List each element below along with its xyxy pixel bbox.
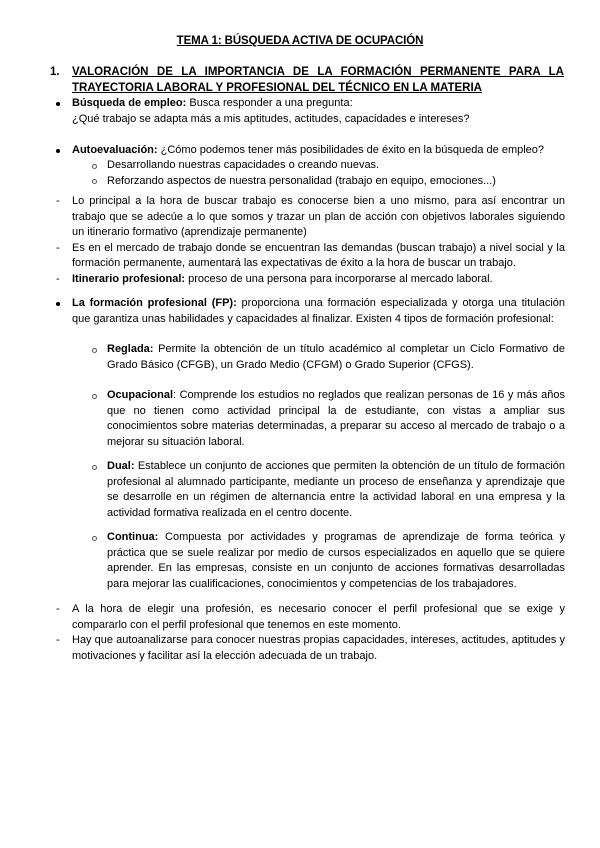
- fp-types: [55, 459, 565, 521]
- sub-item-text: Reforzando aspectos de nuestra personalidad (trabajo en equipo, emociones...): [107, 174, 496, 187]
- circle-bullet-icon: [92, 536, 97, 541]
- fp-types: [55, 388, 565, 450]
- fp-section: [55, 296, 565, 327]
- bullet-autoevaluacion: [55, 143, 565, 159]
- fp-type-continua: [55, 530, 565, 592]
- fp-type-dual: [55, 459, 565, 521]
- section-number: 1.: [50, 66, 60, 78]
- section-heading: [50, 64, 564, 96]
- fp-type-label: Ocupacional: [107, 389, 174, 401]
- bullet-fp: [55, 296, 565, 327]
- busqueda-label: Búsqueda de empleo:: [72, 97, 187, 109]
- page-title: TEMA 1: BÚSQUEDA ACTIVA DE OCUPACIÓN: [176, 35, 424, 47]
- dash-item-text: proceso de una persona para incorporarse al mercado laboral.: [185, 272, 493, 285]
- fp-type-text: Permite la obtención de un título académico al completar un Ciclo Formativo de Grado Básico (CFGB), un Grado Medio (CFGM) o Grado Superior (CFGS).: [107, 343, 565, 371]
- dash-item: [55, 602, 565, 633]
- sub-item-text: Desarrollando nuestras capacidades o creando nuevas.: [107, 159, 380, 172]
- circle-bullet-icon: [92, 179, 97, 184]
- fp-type-text: Compuesta por actividades y programas de aprendizaje de forma teórica y práctica que se suele realizar por medio de cursos especializados en aquello que se quiere aprender. En las empresas, consiste en un conjunto de acciones formativas desarrolladas para mejorar las cualificaciones, conocimientos y competencias de los trabajadores.: [107, 531, 565, 590]
- dash-item-text: A la hora de elegir una profesión, es necesario conocer el perfil profesional que se exige y compararlo con el perfil profesional que tenemos en este momento.: [72, 603, 565, 631]
- fp-type-label: Continua:: [107, 531, 159, 543]
- busqueda-text: Busca responder a una pregunta:: [186, 97, 353, 109]
- dash-item: [55, 194, 565, 241]
- fp-type-text: Establece un conjunto de acciones que permiten la obtención de un título de formación profesional al alumnado participante, mediante un proceso de enseñanza y aprendizaje que se desarrolle en un régimen de alternancia entre la actividad laboral en una empresa y la actividad formativa realizada en el centro docente.: [107, 460, 565, 519]
- fp-types: [55, 342, 565, 373]
- fp-label: La formación profesional (FP):: [72, 297, 237, 309]
- dash-list-2: [55, 602, 565, 664]
- dash-list-1: [55, 194, 565, 288]
- autoevaluacion-text: ¿Cómo podemos tener más posibilidades de éxito en la búsqueda de empleo?: [157, 143, 545, 156]
- fp-type-text: : Comprende los estudios no reglados que realizan personas de 16 y más años que no tienen como actividad principal la de estudiante, con vistas a ampliar sus conocimientos sobre materias determinadas, a preparar su acceso al mercado de trabajo o a mejorar su situación laboral.: [107, 389, 565, 448]
- busqueda-question: ¿Qué trabajo se adapta más a mis aptitudes, actitudes, capacidades e intereses?: [72, 112, 470, 125]
- circle-bullet-icon: [92, 348, 97, 353]
- circle-bullet-icon: [92, 394, 97, 399]
- dash-item: [55, 633, 565, 664]
- fp-type-reglada: [55, 342, 565, 373]
- dash-item-text: Es en el mercado de trabajo donde se encuentran las demandas (buscan trabajo) a nivel social y la formación permanente, aumentará las expectativas de éxito a la hora de buscar un trabajo.: [72, 241, 565, 270]
- dash-item-text: Hay que autoanalizarse para conocer nuestras propias capacidades, intereses, actitudes, aptitudes y motivaciones y facilitar así la elección adecuada de un trabajo.: [72, 634, 565, 662]
- dash-item-text: Lo principal a la hora de buscar trabajo es conocerse bien a uno mismo, para así encontrar un trabajo que se adecúe a lo que somos y trazar un plan de acción con objetivos laborales siguiendo un itinerario formativo (aprendizaje permanente): [72, 195, 565, 239]
- circle-bullet-icon: [92, 164, 97, 169]
- fp-type-ocupacional: [55, 388, 565, 450]
- fp-text: proporciona una formación especializada y otorga una titulación que garantiza unas habilidades y capacidades al finalizar. Existen 4 tipos de formación profesional:: [72, 297, 565, 325]
- itinerario-label: Itinerario profesional:: [72, 272, 186, 285]
- intro-bullets: [55, 96, 565, 190]
- fp-type-label: Reglada:: [107, 343, 154, 355]
- sub-item: [55, 174, 565, 190]
- autoevaluacion-label: Autoevaluación:: [72, 143, 158, 156]
- section-heading-text: VALORACIÓN DE LA IMPORTANCIA DE LA FORMACIÓN PERMANENTE PARA LA TRAYECTORIA LABORAL Y PROFESIONAL DEL TÉCNICO EN LA MATERIA: [72, 66, 564, 94]
- bullet-busqueda: [55, 96, 565, 127]
- dash-item: [55, 272, 565, 288]
- fp-types: [55, 530, 565, 592]
- circle-bullet-icon: [92, 465, 97, 470]
- dash-item: [55, 241, 565, 272]
- fp-type-label: Dual:: [107, 460, 135, 472]
- sub-item: [55, 158, 565, 174]
